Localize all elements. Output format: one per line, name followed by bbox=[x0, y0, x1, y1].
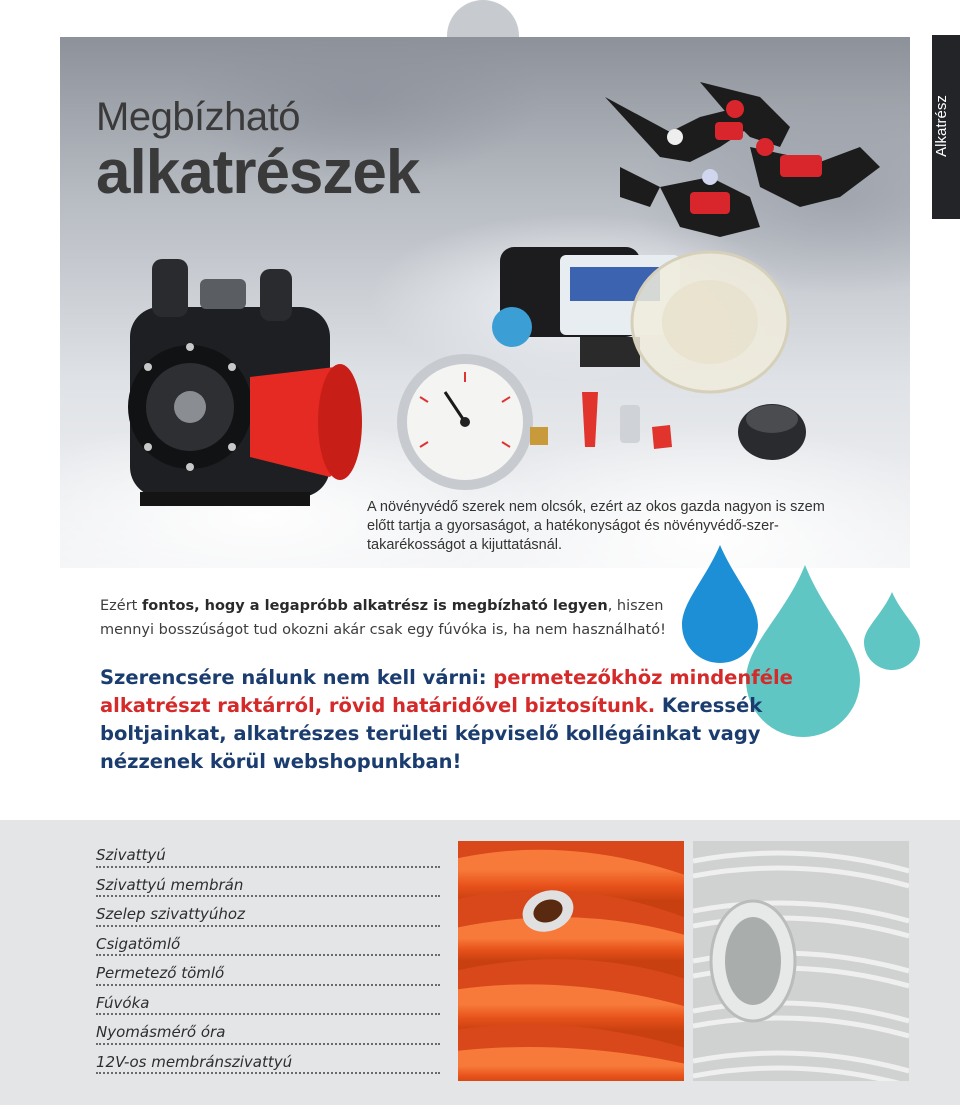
highlight-part1: Szerencsére nálunk nem kell várni: bbox=[100, 666, 494, 689]
highlight-part2: permetezőkhöz mindenféle alkatrészt raktárról, rövid határidővel biztosítunk. bbox=[100, 666, 793, 717]
intro-paragraph bbox=[100, 594, 700, 642]
membrane-graphic bbox=[632, 252, 788, 392]
list-item: Fúvóka bbox=[96, 986, 440, 1016]
spiral-hose-photo bbox=[693, 841, 909, 1081]
skydivers-graphic bbox=[605, 82, 880, 237]
highlight-part3: Keressék boltjainkat, alkatrészes területi képviselő kollégáinkat vagy nézzenek körül webshopunkban! bbox=[100, 694, 763, 773]
list-item: Csigatömlő bbox=[96, 927, 440, 957]
list-item: Permetező tömlő bbox=[96, 956, 440, 986]
diaphragm-pump-graphic bbox=[128, 259, 362, 506]
nozzles-graphic bbox=[582, 392, 672, 449]
hero-title-line1: Megbízható bbox=[96, 95, 301, 139]
pressure-gauge-graphic bbox=[397, 354, 548, 490]
highlight-paragraph bbox=[100, 664, 800, 776]
intro-lead: Ezért bbox=[100, 598, 142, 614]
list-item: Szelep szivattyúhoz bbox=[96, 897, 440, 927]
list-item: Nyomásmérő óra bbox=[96, 1015, 440, 1045]
side-tab-label: Alkatrész bbox=[933, 95, 950, 157]
hero-caption: A növényvédő szerek nem olcsók, ezért az okos gazda nagyon is szem előtt tartja a gyorsaságot, a hatékonyságot és növényvédő-szer-takarékosságot a kijuttatásnál. bbox=[367, 499, 825, 553]
list-item: Szivattyú bbox=[96, 838, 440, 868]
valve-graphic bbox=[738, 404, 806, 460]
list-item: Szivattyú membrán bbox=[96, 868, 440, 898]
list-item: 12V-os membránszivattyú bbox=[96, 1045, 440, 1075]
hero-image bbox=[60, 37, 910, 568]
teal-drop-small bbox=[864, 592, 920, 670]
hero-title-line2: alkatrészek bbox=[96, 138, 420, 207]
parts-list bbox=[96, 838, 440, 1074]
intro-bold: fontos, hogy a legapróbb alkatrész is megbízható legyen bbox=[141, 598, 608, 614]
intro-rest: , hiszen mennyi bosszúságot tud okozni akár csak egy fúvóka is, ha nem használható! bbox=[100, 598, 666, 638]
orange-hose-photo bbox=[458, 841, 684, 1081]
